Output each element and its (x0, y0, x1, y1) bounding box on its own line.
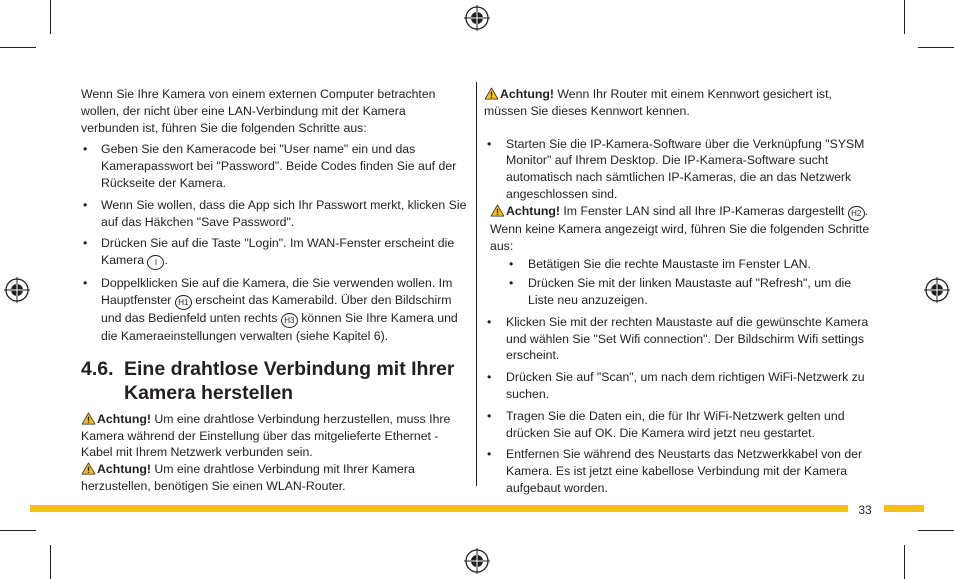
registration-mark-icon (464, 548, 490, 574)
warning-note (484, 203, 870, 255)
list-item-text: erscheint das Kamerabild. Über den Bildschirm und das Bedienfeld unten rechts (101, 292, 452, 325)
figure-ref-badge: H3 (281, 313, 298, 328)
warning-triangle-icon (81, 462, 96, 475)
list-item (81, 235, 467, 270)
section-heading (81, 357, 467, 405)
list-item (484, 369, 870, 403)
list-item-text: Betätigen Sie die rechte Maustaste im Fenster LAN. (528, 257, 811, 272)
list-item (81, 275, 467, 345)
warning-label: Achtung! (506, 203, 560, 218)
list-item-text: Starten Sie die IP-Kamera-Software über die Verknüpfung "SYSM Monitor" auf Ihrem Desktop. Die IP-Kamera-Software sucht automatisch nach sämtlichen IP-Kameras, die an das Netzwerk angeschlossen sind. (506, 136, 865, 201)
section-title: Eine drahtlose Verbindung mit Ihrer Kamera herstellen (124, 357, 455, 404)
list-item (506, 256, 870, 273)
crop-mark (50, 0, 51, 34)
warning-triangle-icon (484, 87, 499, 100)
warning-label: Achtung! (97, 411, 151, 426)
list-item-text: können Sie Ihre Kamera und die Kameraeinstellungen verwalten (siehe Kapitel 6). (101, 310, 458, 343)
warning-text: . Wenn keine Kamera angezeigt wird, führen Sie die folgenden Schritte aus: (490, 203, 870, 253)
warning-text: Um eine drahtlose Verbindung mit Ihrer Kamera herzustellen, benötigen Sie einen WLAN-Router. (81, 462, 415, 493)
page-number: 33 (858, 503, 872, 517)
list-item-text: Doppelklicken Sie auf die Kamera, die Sie verwenden wollen. Im Hauptfenster (101, 276, 453, 307)
crop-mark (904, 0, 905, 34)
intro-paragraph: Wenn Sie Ihre Kamera von einem externen Computer betrachten wollen, der nicht über eine LAN-Verbindung mit der Kamera verbunden ist, führen Sie die folgenden Schritte aus: (81, 87, 436, 135)
warning-text: Wenn Ihr Router mit einem Kennwort gesichert ist, müssen Sie dieses Kennwort kennen. (484, 87, 832, 118)
crop-mark (904, 545, 905, 579)
list-item-text: Klicken Sie mit der rechten Maustaste auf die gewünschte Kamera und wählen Sie "Set Wifi connection". Der Bildschirm Wifi settings erscheint. (506, 314, 869, 363)
footer-accent-bar (30, 505, 848, 512)
steps-list (484, 314, 870, 497)
steps-list (81, 141, 467, 344)
warning-note (81, 461, 467, 495)
list-item (506, 275, 870, 309)
crop-mark (0, 47, 36, 48)
warning-note (484, 86, 870, 120)
warning-note (81, 411, 467, 461)
list-item-text: . (164, 253, 168, 268)
column-divider (476, 82, 477, 486)
warning-text: Im Fenster LAN sind all Ihre IP-Kameras dargestellt (559, 203, 848, 218)
list-item-text: Drücken Sie auf "Scan", um nach dem richtigen WiFi-Netzwerk zu suchen. (506, 370, 865, 401)
list-item (81, 141, 467, 191)
list-item (81, 197, 467, 231)
list-item-text: Geben Sie den Kameracode bei "User name" ein und das Kamerapasswort bei "Password". Beide Codes finden Sie auf der Rückseite der Kamera. (101, 142, 457, 190)
list-item-text: Drücken Sie mit der linken Maustaste auf "Refresh", um die Liste neu anzuzeigen. (528, 276, 852, 307)
list-item-text: Drücken Sie auf die Taste "Login". Im WAN-Fenster erscheint die Kamera (101, 236, 455, 268)
registration-mark-icon (464, 5, 490, 31)
crop-mark (918, 530, 954, 531)
list-item (484, 446, 870, 496)
list-item (484, 136, 870, 203)
registration-mark-icon (4, 277, 30, 303)
crop-mark (918, 47, 954, 48)
list-item-text: Tragen Sie die Daten ein, die für Ihr WiFi-Netzwerk gelten und drücken Sie auf OK. Die Kamera wird jetzt neu gestartet. (506, 408, 845, 440)
footer-accent-bar (884, 505, 924, 512)
warning-triangle-icon (490, 204, 505, 217)
steps-list (484, 136, 870, 203)
registration-mark-icon (924, 277, 950, 303)
crop-mark (50, 545, 51, 579)
section-number: 4.6. (81, 357, 114, 380)
crop-mark (0, 530, 36, 531)
warning-label: Achtung! (500, 87, 554, 101)
list-item (484, 314, 870, 364)
sub-steps-list (484, 256, 870, 308)
warning-label: Achtung! (97, 462, 151, 477)
list-item (484, 408, 870, 442)
right-column (484, 86, 870, 497)
list-item-text: Wenn Sie wollen, dass die App sich Ihr Passwort merkt, klicken Sie auf das Häkchen "Save Password". (101, 197, 467, 229)
left-column (81, 86, 467, 495)
warning-text: Um eine drahtlose Verbindung herzustellen, muss Ihre Kamera während der Einstellung über das mitgelieferte Ethernet -Kabel mit Ihrem Netzwerk verbunden sein. (81, 411, 451, 460)
list-item-text: Entfernen Sie während des Neustarts das Netzwerkkabel von der Kamera. Es ist jetzt eine kabellose Verbindung mit der Kamera aufgebaut worden. (506, 447, 863, 495)
figure-ref-badge: H1 (175, 295, 192, 310)
warning-triangle-icon (81, 412, 96, 425)
figure-ref-badge: I (147, 255, 164, 270)
figure-ref-badge: H2 (848, 206, 865, 221)
